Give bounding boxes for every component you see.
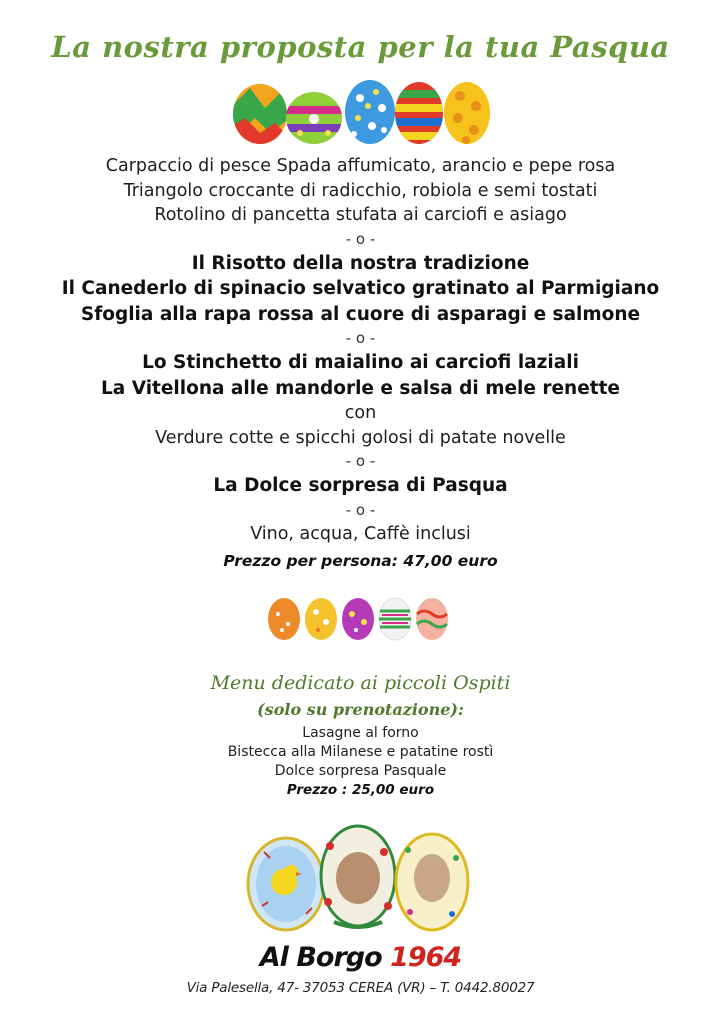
menu-item: Rotolino di pancetta stufata ai carciofi e asiago (154, 205, 567, 225)
menu-item: La Dolce sorpresa di Pasqua (213, 475, 508, 496)
decorated-eggs-trio-icon (244, 822, 474, 934)
kids-menu-list (0, 724, 721, 800)
easter-eggs-row-icon (230, 78, 492, 146)
kids-menu-subtitle: (solo su prenotazione): (257, 700, 464, 719)
brand-address: Via Palesella, 47- 37053 CEREA (VR) – T. 0442.80027 (186, 980, 535, 996)
menu-separator: - o - (345, 229, 376, 248)
menu-item: Lo Stinchetto di maialino ai carciofi laziali (142, 352, 579, 373)
menu-item: Il Canederlo di spinacio selvatico gratinato al Parmigiano (61, 278, 660, 299)
page-title: La nostra proposta per la tua Pasqua (51, 30, 670, 64)
menu-item: Sfoglia alla rapa rossa al cuore di asparagi e salmone (80, 303, 641, 325)
menu-separator: - o - (345, 329, 376, 347)
kids-menu-title: Menu dedicato ai piccoli Ospiti (210, 672, 511, 694)
menu-item: Il Risotto della nostra tradizione (191, 252, 530, 274)
kids-menu-item: Bistecca alla Milanese e patatine rostì (227, 744, 494, 760)
menu-item: La Vitellona alle mandorle e salsa di mele renette (101, 377, 620, 399)
price-per-person: Prezzo per persona: 47,00 euro (223, 552, 498, 570)
menu-item: Triangolo croccante di radicchio, robiola e semi tostati (123, 180, 598, 201)
menu-separator: - o - (345, 500, 376, 519)
kids-menu-item: Lasagne al forno (302, 725, 419, 741)
brand-year: 1964 (390, 942, 462, 973)
menu-item: Carpaccio di pesce Spada affumicato, arancio e pepe rosa (105, 156, 616, 176)
menu-item: Verdure cotte e spicchi golosi di patate novelle (155, 427, 566, 448)
menu-separator: - o - (345, 452, 376, 470)
menu-item: con (344, 403, 377, 423)
kids-menu-item: Dolce sorpresa Pasquale (274, 763, 447, 779)
brand-name: Al Borgo (259, 942, 382, 973)
menu-list (0, 154, 721, 546)
menu-item: Vino, acqua, Caffè inclusi (250, 523, 471, 544)
brand-logo (0, 942, 721, 973)
kids-price: Prezzo : 25,00 euro (286, 782, 435, 798)
painted-eggs-row-icon (264, 596, 454, 642)
